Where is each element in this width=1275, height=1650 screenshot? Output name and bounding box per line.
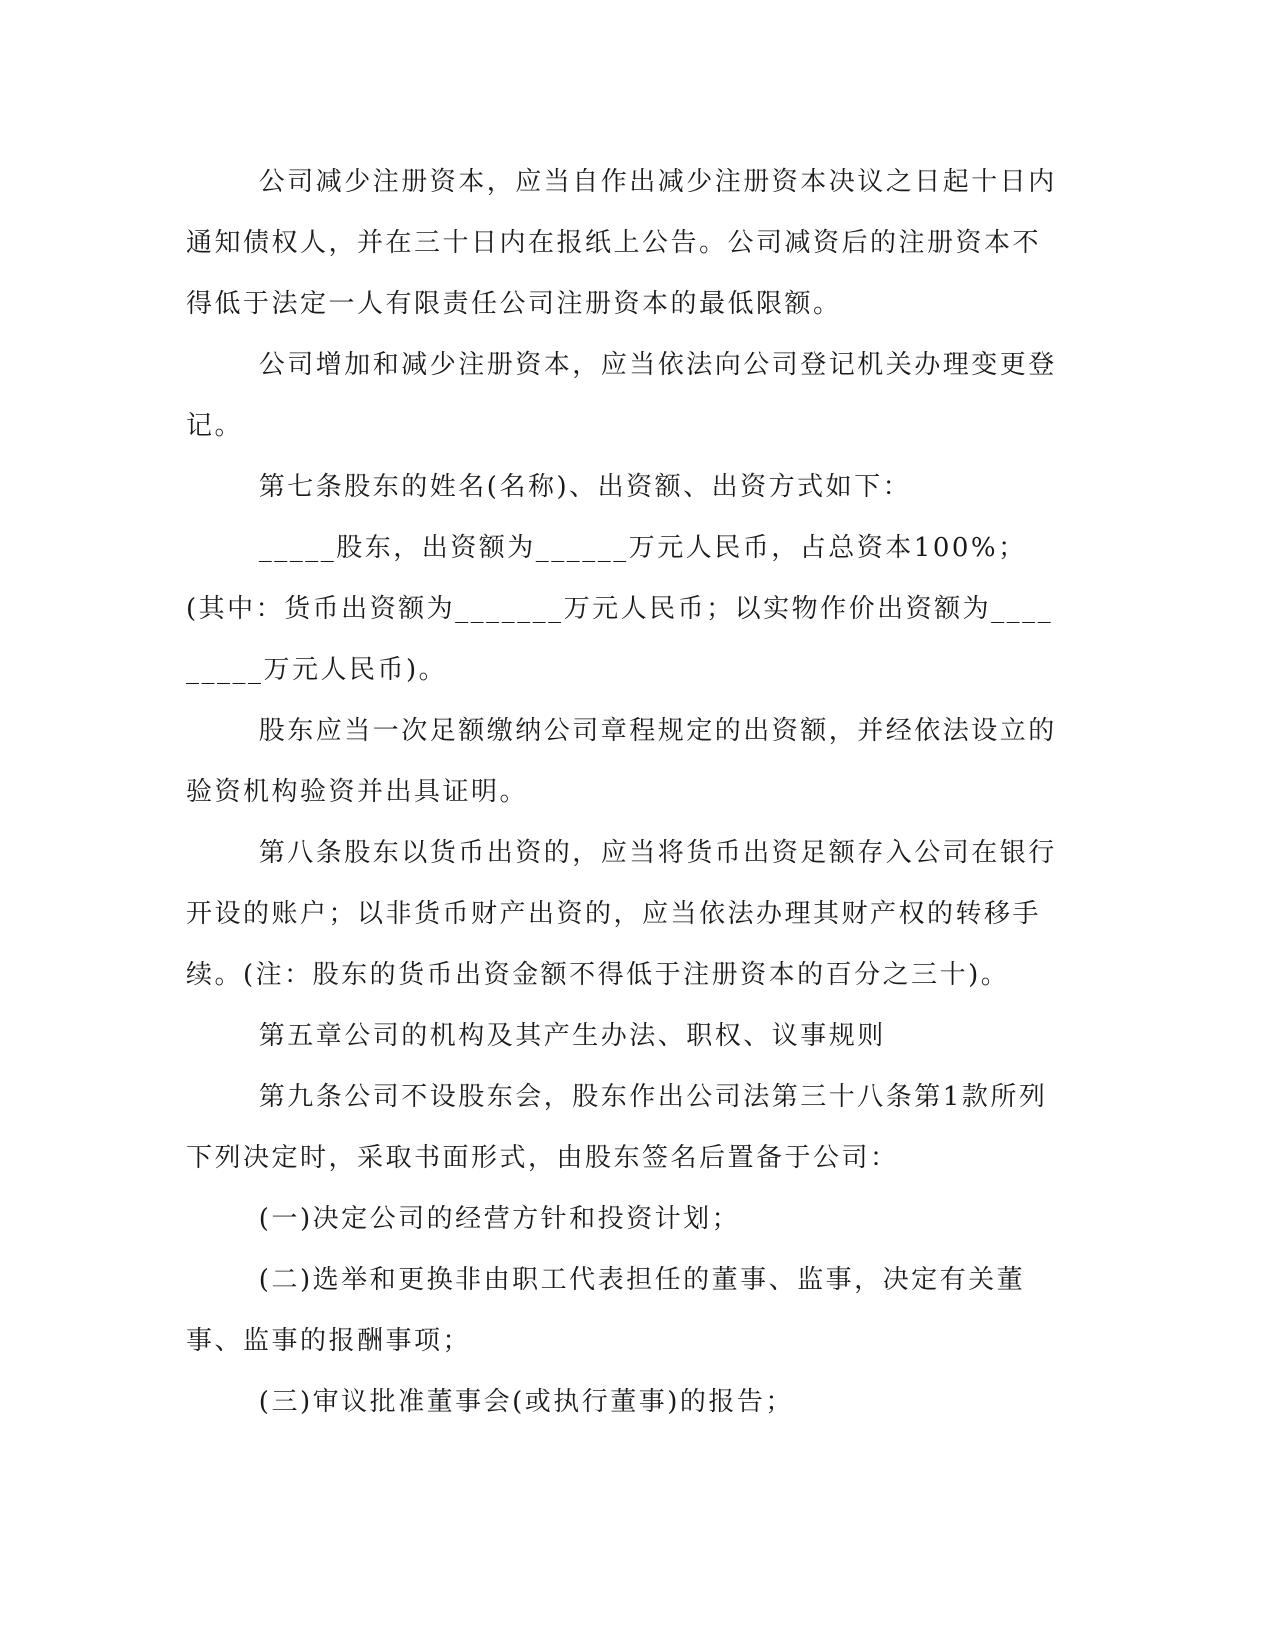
- paragraph-registration-change: 公司增加和减少注册资本，应当依法向公司登记机关办理变更登记。: [186, 350, 1057, 441]
- paragraph-article-7: 第七条股东的姓名(名称)、出资额、出资方式如下：: [258, 472, 912, 502]
- paragraph-shareholder-contribution: _____股东，出资额为______万元人民币，占总资本100%；(其中：货币出资额为_______万元人民币；以实物作价出资额为_________万元人民币)。: [186, 533, 1054, 685]
- list-item-3: (三)审议批准董事会(或执行董事)的报告；: [258, 1387, 794, 1417]
- list-item-1: (一)决定公司的经营方针和投资计划；: [258, 1204, 741, 1234]
- paragraph-article-8: 第八条股东以货币出资的，应当将货币出资足额存入公司在银行开设的账户；以非货币财产出资的，应当依法办理其财产权的转移手续。(注：股东的货币出资金额不得低于注册资本的百分之三十)。: [186, 838, 1057, 990]
- paragraph-full-payment: 股东应当一次足额缴纳公司章程规定的出资额，并经依法设立的验资机构验资并出具证明。: [186, 716, 1057, 807]
- paragraph-capital-reduction: 公司减少注册资本，应当自作出减少注册资本决议之日起十日内通知债权人，并在三十日内在报纸上公告。公司减资后的注册资本不得低于法定一人有限责任公司注册资本的最低限额。: [186, 167, 1057, 319]
- list-item-2: (二)选举和更换非由职工代表担任的董事、监事，决定有关董事、监事的报酬事项；: [186, 1265, 1026, 1356]
- paragraph-article-9: 第九条公司不设股东会，股东作出公司法第三十八条第1款所列下列决定时，采取书面形式，由股东签名后置备于公司：: [186, 1082, 1048, 1173]
- document-page: [186, 152, 1066, 1433]
- chapter-5-heading: 第五章公司的机构及其产生办法、职权、议事规则: [258, 1021, 886, 1051]
